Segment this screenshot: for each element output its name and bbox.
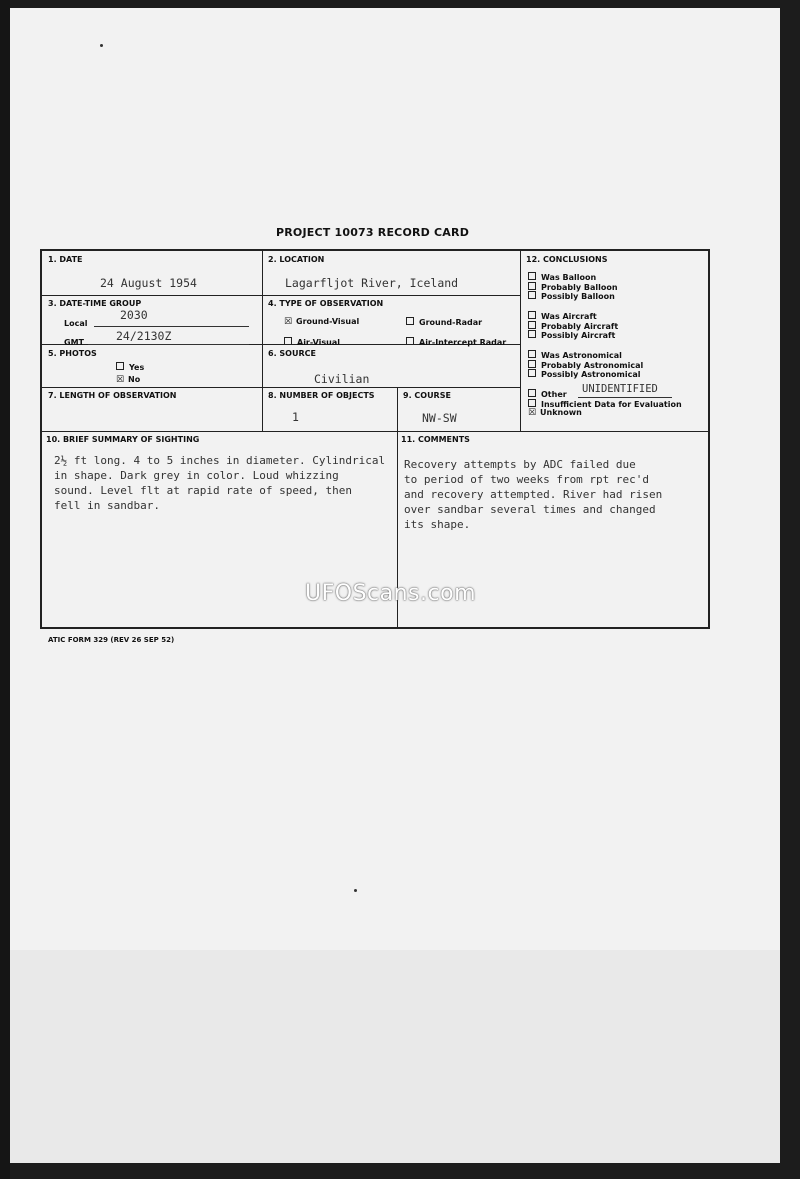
checkbox-icon bbox=[528, 369, 536, 377]
record-card bbox=[40, 249, 710, 629]
checkbox-icon bbox=[528, 321, 536, 329]
checkbox-icon bbox=[284, 337, 292, 345]
photos-label: 5. PHOTOS bbox=[48, 349, 97, 358]
comments-label: 11. COMMENTS bbox=[401, 435, 470, 444]
checkbox-icon bbox=[528, 311, 536, 319]
photos-yes: Yes bbox=[116, 362, 144, 372]
concl-other-value: UNIDENTIFIED bbox=[582, 383, 658, 395]
obs-type-label: 4. TYPE OF OBSERVATION bbox=[268, 299, 384, 308]
rule bbox=[42, 431, 710, 432]
dtg-label: 3. DATE-TIME GROUP bbox=[48, 299, 142, 308]
objects-value: 1 bbox=[292, 410, 299, 424]
rule bbox=[42, 387, 520, 388]
checkbox-icon bbox=[406, 337, 414, 345]
course-label: 9. COURSE bbox=[403, 391, 451, 400]
conclusions-label: 12. CONCLUSIONS bbox=[526, 255, 608, 264]
other-line bbox=[578, 397, 672, 398]
course-value: NW-SW bbox=[422, 411, 457, 425]
conclusions-group-balloon bbox=[528, 272, 618, 301]
summary-text: 2½ ft long. 4 to 5 inches in diameter. Cylindrical in shape. Dark grey in color. Loud whizzing sound. Level flt at rapid rate of speed, then fell in sandbar. bbox=[54, 454, 386, 512]
concl-possibly-astronomical: Possibly Astronomical bbox=[528, 369, 643, 379]
length-label: 7. LENGTH OF OBSERVATION bbox=[48, 391, 177, 400]
form-id: ATIC FORM 329 (REV 26 SEP 52) bbox=[48, 636, 175, 644]
concl-possibly-balloon: Possibly Balloon bbox=[528, 291, 618, 301]
dtg-local-line bbox=[94, 326, 249, 327]
comments-text: Recovery attempts by ADC failed due to period of two weeks from rpt rec'd and recovery attempted. River had risen over sandbar several times and changed its shape. bbox=[404, 458, 663, 531]
checkbox-icon bbox=[528, 330, 536, 338]
checkbox-icon bbox=[528, 282, 536, 290]
checked-box-icon: ☒ bbox=[116, 375, 125, 385]
concl-possibly-aircraft: Possibly Aircraft bbox=[528, 330, 618, 340]
scan-speck bbox=[100, 44, 103, 47]
dtg-gmt-label: GMT bbox=[64, 338, 84, 347]
card-title: PROJECT 10073 RECORD CARD bbox=[276, 226, 470, 239]
date-label: 1. DATE bbox=[48, 255, 83, 264]
paper-lower-fold bbox=[10, 950, 780, 1163]
concl-probably-balloon: Probably Balloon bbox=[528, 282, 618, 292]
concl-insufficient: Insufficient Data for Evaluation bbox=[528, 399, 682, 409]
checkbox-icon bbox=[528, 360, 536, 368]
photos-no: ☒ No bbox=[116, 375, 141, 385]
concl-was-astronomical: Was Astronomical bbox=[528, 350, 643, 360]
rule bbox=[262, 251, 263, 431]
obs-ground-radar: Ground-Radar bbox=[406, 317, 482, 327]
scan-dark-edge bbox=[0, 0, 10, 1179]
checked-box-icon: ☒ bbox=[284, 317, 293, 327]
checkbox-icon bbox=[528, 399, 536, 407]
dtg-gmt-line bbox=[88, 344, 249, 345]
obs-ground-visual: ☒ Ground-Visual bbox=[284, 317, 360, 327]
scan-speck bbox=[354, 889, 357, 892]
checkbox-icon bbox=[528, 389, 536, 397]
date-value: 24 August 1954 bbox=[100, 276, 197, 290]
source-label: 6. SOURCE bbox=[268, 349, 316, 358]
concl-probably-aircraft: Probably Aircraft bbox=[528, 321, 618, 331]
watermark: UFOScans.com bbox=[305, 581, 476, 606]
concl-unknown: ☒ Unknown bbox=[528, 408, 582, 418]
concl-was-balloon: Was Balloon bbox=[528, 272, 618, 282]
concl-was-aircraft: Was Aircraft bbox=[528, 311, 618, 321]
conclusions-group-aircraft bbox=[528, 311, 618, 340]
location-value: Lagarfljot River, Iceland bbox=[285, 276, 459, 290]
dtg-gmt-value: 24/2130Z bbox=[116, 329, 172, 343]
checkbox-icon bbox=[116, 362, 124, 370]
concl-other: Other bbox=[528, 389, 682, 399]
checkbox-icon bbox=[406, 317, 414, 325]
obs-air-visual: Air-Visual bbox=[284, 337, 340, 347]
checkbox-icon bbox=[528, 350, 536, 358]
rule bbox=[520, 251, 521, 431]
summary-label: 10. BRIEF SUMMARY OF SIGHTING bbox=[46, 435, 200, 444]
dtg-local-label: Local bbox=[64, 319, 88, 328]
checkbox-icon bbox=[528, 291, 536, 299]
conclusions-group-astronomical bbox=[528, 350, 643, 379]
source-value: Civilian bbox=[314, 372, 370, 386]
location-label: 2. LOCATION bbox=[268, 255, 325, 264]
objects-label: 8. NUMBER OF OBJECTS bbox=[268, 391, 375, 400]
checked-box-icon: ☒ bbox=[528, 408, 537, 418]
checkbox-icon bbox=[528, 272, 536, 280]
dtg-local-value: 2030 bbox=[120, 308, 148, 322]
concl-probably-astronomical: Probably Astronomical bbox=[528, 360, 643, 370]
obs-air-intercept: Air-Intercept Radar bbox=[406, 337, 506, 347]
rule bbox=[42, 295, 520, 296]
